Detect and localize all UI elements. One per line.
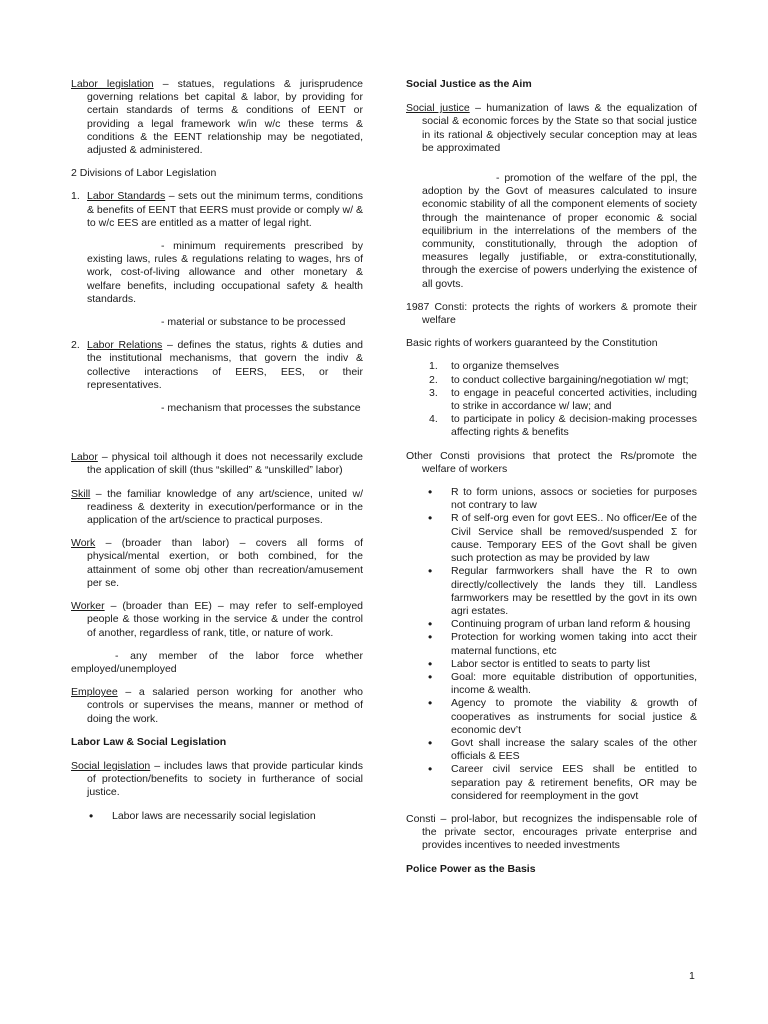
left-column: [71, 78, 363, 833]
labor-definition: [71, 451, 363, 477]
social-justice-text: – humanization of laws & the equalization of social & economic forces by the State so that social justice in its rational & objectively secular conception may at leas be approximated: [422, 102, 698, 154]
list-item: • Labor sector is entitled to seats to party list: [428, 656, 651, 671]
employee-text: – a salaried person working for another who controls or supervises the means, manner or method of doing the work.: [87, 686, 363, 725]
list-item: • Goal: more equitable distribution of opportunities, income & wealth.: [428, 669, 697, 697]
term-labor-standards: Labor Standards: [87, 190, 166, 203]
promotion-of-welfare: - promotion of the welfare of the ppl, the adoption by the Govt of measures calculated to insure economic stability of all the component elements of society through the maintenance of proper economic & social equilibrium in the interrelations of the members of the community, constitutionally, through the adoption of measures legally justifiable, or extra-constitutionally, through the exercise of powers underlying the existence of all govts.: [422, 172, 697, 290]
consti-1987: 1987 Consti: protects the rights of workers & promote their welfare: [406, 300, 697, 327]
term-labor: Labor: [71, 451, 98, 464]
basic-rights-list: [406, 360, 697, 439]
labor-relations-text: – defines the status, rights & duties and the institutional mechanisms, that govern the indiv & collective interactions of EERS, EES, or their representatives.: [87, 339, 364, 391]
police-power-heading: Police Power as the Basis: [406, 862, 536, 875]
labor-standards-item: [71, 190, 363, 230]
page-number: 1: [689, 970, 695, 982]
term-skill: Skill: [71, 487, 91, 500]
bullet-icon: •: [428, 485, 433, 500]
social-legislation-definition: [71, 760, 363, 800]
labor-laws-bullet-list: [71, 810, 363, 823]
social-justice-definition: [406, 102, 697, 155]
labor-relations-item: [71, 339, 363, 392]
bullet-icon: •: [428, 735, 433, 750]
bullet-icon: •: [89, 808, 94, 823]
term-social-justice: Social justice: [406, 102, 470, 115]
consti-prolabor: Consti – prol-labor, but recognizes the indispensable role of the private sector, encourages private enterprise and provides incentives to needed investments: [406, 812, 697, 852]
list-item: • R of self-org even for govt EES.. No officer/Ee of the Civil Service shall be removed/suspended Σ for cause. Temporary EES of the Govt shall be given such protection as may be provided by law: [428, 511, 697, 565]
worker-definition: [71, 600, 363, 640]
other-provisions-list: [406, 486, 697, 803]
labor-law-heading: Labor Law & Social Legislation: [71, 735, 227, 748]
bullet-icon: •: [428, 617, 433, 632]
labor-standards-text: – sets out the minimum terms, conditions & benefits of EENT that EERS must provide or comply w/ & to w/c EES are entitled as a matter of legal right.: [87, 190, 363, 229]
bullet-icon: •: [428, 656, 433, 671]
list-item: • Regular farmworkers shall have the R to own directly/collectively the lands they till. Landless farmworkers may be resettled by the govt in its own agri estates.: [428, 564, 697, 617]
labor-legislation-text: – statues, regulations & jurisprudence governing relations bet capital & labor, by providing for certain standards of terms & conditions of EENT or providing a legal framework w/in w/c these terms & conditions & the EENT relationship may be negotiated, adjusted & administered.: [87, 78, 363, 157]
list-item: • Protection for working women taking into acct their maternal functions, etc: [428, 630, 697, 657]
term-labor-legislation: Labor legislation: [71, 78, 154, 90]
list-item: • Labor laws are necessarily social legislation: [89, 808, 316, 823]
bullet-icon: •: [428, 696, 433, 711]
item-number: 1.: [71, 190, 80, 203]
labor-relations-mechanism: - mechanism that processes the substance: [161, 402, 361, 415]
social-legislation-text: – includes laws that provide particular kinds of protection/benefits to society in furtherance of social justice.: [87, 759, 364, 799]
list-item: • Govt shall increase the salary scales of the other officials & EES: [428, 735, 697, 763]
labor-text: – physical toil although it does not necessarily exclude the application of skill (thus “skilled” & “unskilled” labor): [87, 451, 363, 477]
worker-any-member: - any member of the labor force whether employed/unemployed: [71, 649, 363, 675]
other-provisions-title: Other Consti provisions that protect the Rs/promote the welfare of workers: [406, 449, 697, 475]
term-employee: Employee: [71, 686, 118, 699]
list-item: 1. to organize themselves: [429, 360, 559, 373]
bullet-icon: •: [428, 669, 433, 684]
list-item: 3. to engage in peaceful concerted activities, including to strike in accordance w/ law; and: [429, 386, 697, 413]
list-item: 4. to participate in policy & decision-making processes affecting rights & benefits: [429, 413, 697, 439]
work-text: – (broader than labor) – covers all forms of physical/mental exertion, or both combined, for the attainment of some obj other than recreation/amusement per se.: [87, 537, 363, 589]
divisions-title: 2 Divisions of Labor Legislation: [71, 167, 217, 180]
term-labor-relations: Labor Relations: [87, 339, 163, 352]
employee-definition: [71, 686, 363, 726]
work-definition: [71, 537, 363, 590]
term-work: Work: [71, 537, 96, 550]
skill-definition: [71, 488, 363, 528]
bullet-icon: •: [428, 630, 433, 645]
bullet-icon: •: [428, 564, 433, 579]
list-item: • Career civil service EES shall be entitled to separation pay & retirement benefits, OR may be considered for reemployment in the govt: [428, 762, 697, 802]
labor-standards-min-req: - minimum requirements prescribed by existing laws, rules & regulations relating to wages, hrs of work, cost-of-living allowance and other monetary & welfare benefits, including occupational safety & health standards.: [87, 240, 363, 305]
labor-standards-material: - material or substance to be processed: [161, 316, 346, 329]
worker-text: – (broader than EE) – may refer to self-employed people & those working in the service & under the control of another, regardless of rank, title, or nature of work.: [87, 600, 363, 639]
list-item: • Agency to promote the viability & growth of cooperatives as instruments for social justice & economic dev’t: [428, 696, 697, 736]
list-item: 2. to conduct collective bargaining/negotiation w/ mgt;: [429, 373, 689, 386]
list-item: • R to form unions, assocs or societies for purposes not contrary to law: [428, 485, 697, 512]
right-column: [406, 78, 697, 887]
term-worker: Worker: [71, 600, 105, 613]
bullet-icon: •: [428, 511, 433, 526]
list-item: • Continuing program of urban land reform & housing: [428, 617, 691, 632]
labor-legislation-definition: [71, 78, 363, 157]
item-number: 2.: [71, 339, 80, 352]
bullet-icon: •: [428, 762, 433, 777]
social-justice-heading: Social Justice as the Aim: [406, 78, 532, 90]
skill-text: – the familiar knowledge of any art/science, united w/ readiness & dexterity in execution/performance or in the application of the art/science to practical purposes.: [87, 487, 363, 527]
term-social-legislation: Social legislation: [71, 759, 151, 772]
basic-rights-title: Basic rights of workers guaranteed by the Constitution: [406, 337, 658, 350]
